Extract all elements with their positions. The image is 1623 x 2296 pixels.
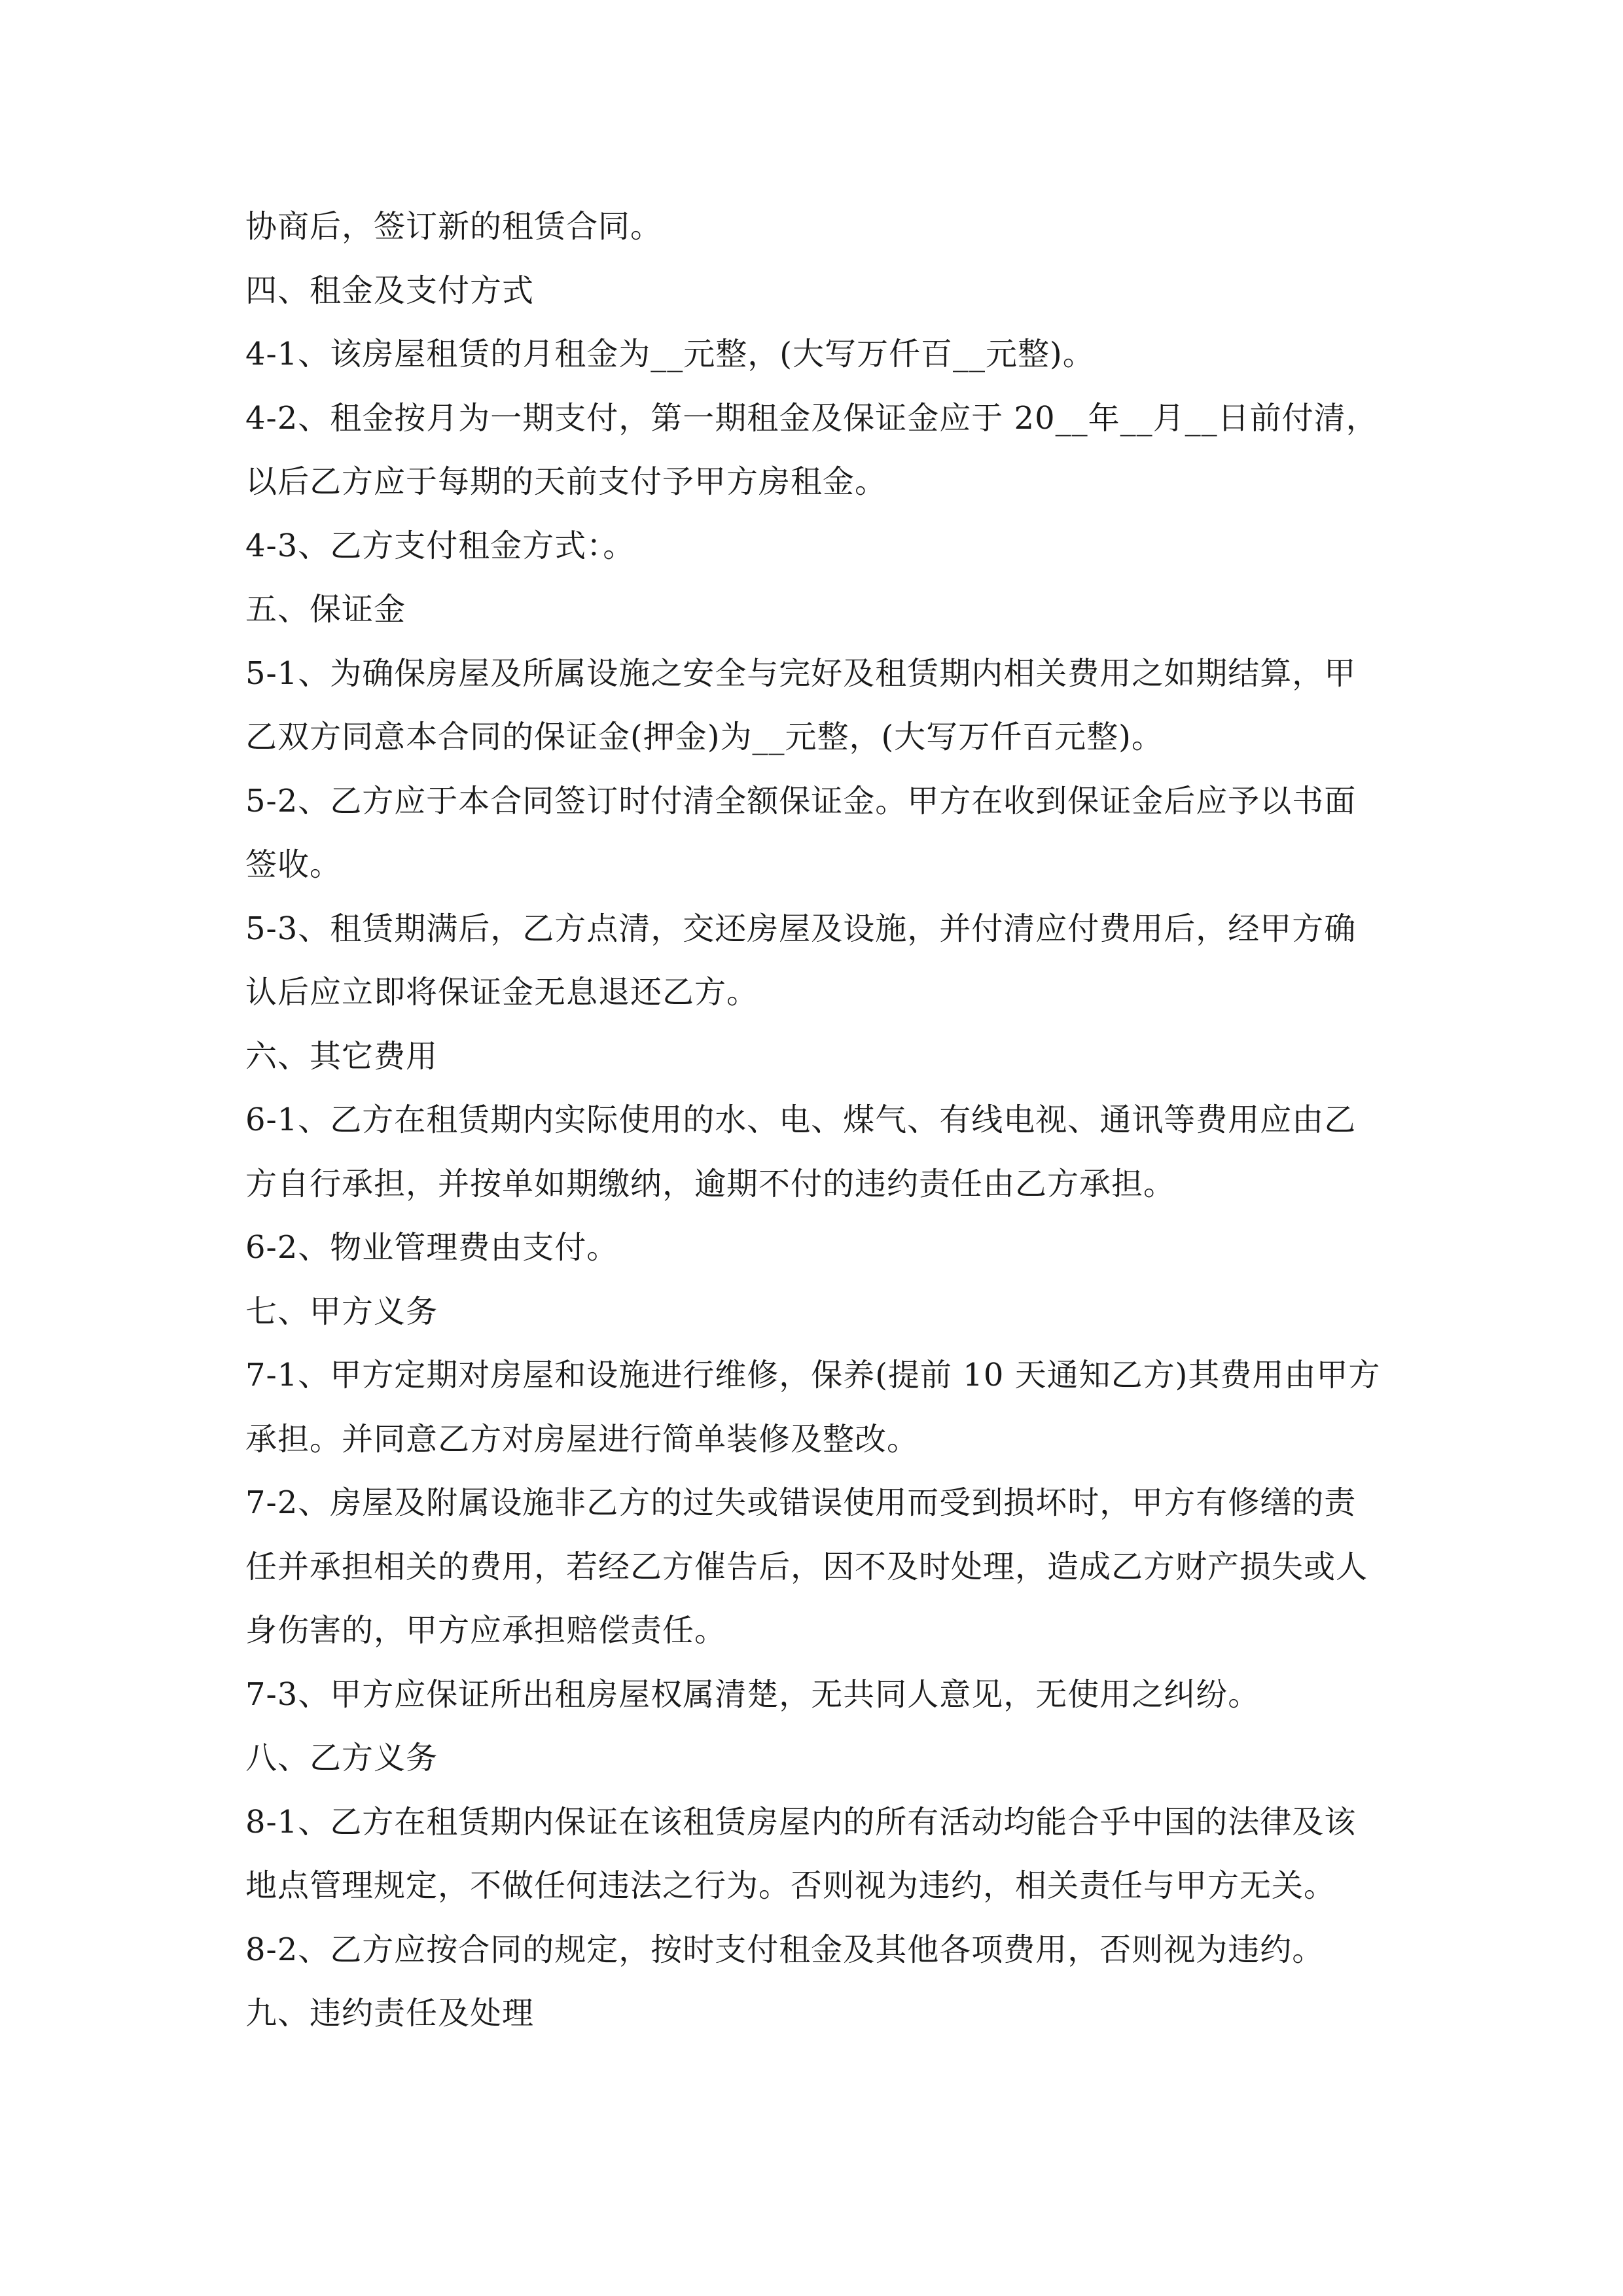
text-line: 6-1、乙方在租赁期内实际使用的水、电、煤气、有线电视、通讯等费用应由乙 xyxy=(245,1102,1357,1138)
section-heading-breach: 九、违约责任及处理 xyxy=(245,1995,535,2032)
text-line: 签收。 xyxy=(245,846,342,883)
text-line: 4-2、租金按月为一期支付，第一期租金及保证金应于 20__年__月__日前付清， xyxy=(245,399,1378,437)
text-line: 方自行承担，并按单如期缴纳，逾期不付的违约责任由乙方承担。 xyxy=(245,1165,1176,1202)
section-heading-party-a-duties: 七、甲方义务 xyxy=(245,1293,438,1330)
text-line: 5-2、乙方应于本合同签订时付清全额保证金。甲方在收到保证金后应予以书面 xyxy=(245,782,1357,819)
text-line: 地点管理规定，不做任何违法之行为。否则视为违约，相关责任与甲方无关。 xyxy=(245,1867,1336,1904)
section-heading-other-fees: 六、其它费用 xyxy=(245,1037,438,1075)
text-line: 4-3、乙方支付租金方式：。 xyxy=(245,527,635,564)
text-line: 以后乙方应于每期的天前支付予甲方房租金。 xyxy=(245,463,887,500)
text-line: 4-1、该房屋租赁的月租金为__元整，(大写万仟百__元整)。 xyxy=(245,336,1095,372)
text-line: 身伤害的，甲方应承担赔偿责任。 xyxy=(245,1612,727,1649)
section-heading-deposit: 五、保证金 xyxy=(245,591,406,628)
section-heading-party-b-duties: 八、乙方义务 xyxy=(245,1740,438,1776)
section-heading-rent: 四、租金及支付方式 xyxy=(245,272,535,309)
text-line: 承担。并同意乙方对房屋进行简单装修及整改。 xyxy=(245,1420,919,1458)
text-line: 乙双方同意本合同的保证金(押金)为__元整，(大写万仟百元整)。 xyxy=(245,719,1164,755)
text-line: 认后应立即将保证金无息退还乙方。 xyxy=(245,974,759,1011)
text-line: 协商后，签订新的租赁合同。 xyxy=(245,208,663,245)
contract-body xyxy=(245,195,1384,2046)
text-line: 7-3、甲方应保证所出租房屋权属清楚，无共同人意见，无使用之纠纷。 xyxy=(245,1676,1260,1713)
text-line: 8-2、乙方应按合同的规定，按时支付租金及其他各项费用，否则视为违约。 xyxy=(245,1931,1325,1968)
text-line: 7-1、甲方定期对房屋和设施进行维修，保养(提前 10 天通知乙方)其费用由甲方 xyxy=(245,1357,1381,1393)
text-line: 5-1、为确保房屋及所属设施之安全与完好及租赁期内相关费用之如期结算，甲 xyxy=(245,655,1357,692)
text-line: 8-1、乙方在租赁期内保证在该租赁房屋内的所有活动均能合乎中国的法律及该 xyxy=(245,1803,1357,1840)
text-line: 任并承担相关的费用，若经乙方催告后，因不及时处理，造成乙方财产损失或人 xyxy=(245,1548,1368,1585)
text-line: 7-2、房屋及附属设施非乙方的过失或错误使用而受到损坏时，甲方有修缮的责 xyxy=(245,1484,1357,1521)
text-line: 5-3、租赁期满后，乙方点清，交还房屋及设施，并付清应付费用后，经甲方确 xyxy=(245,910,1357,947)
text-line: 6-2、物业管理费由支付。 xyxy=(245,1229,619,1266)
